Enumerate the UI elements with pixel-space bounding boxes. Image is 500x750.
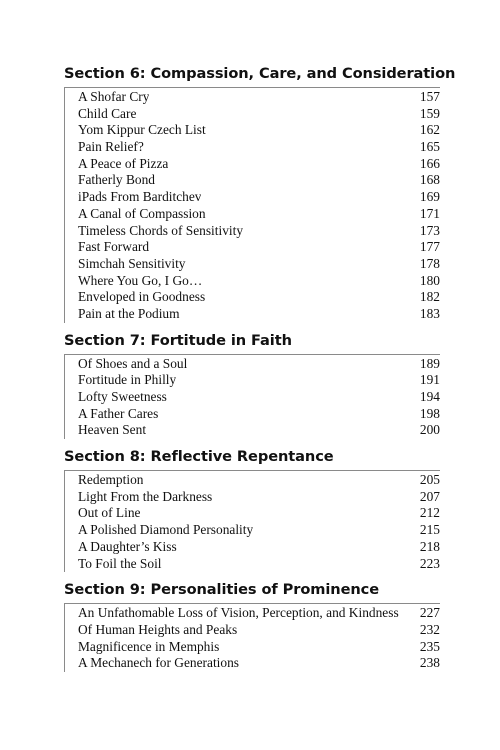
- entry-page-number: 166: [419, 155, 440, 171]
- table-of-contents: [64, 64, 456, 680]
- toc-entry[interactable]: [78, 289, 440, 306]
- toc-entry[interactable]: [78, 389, 440, 406]
- entry-page-number: 182: [419, 289, 440, 305]
- toc-section-7: [64, 331, 440, 439]
- entry-page-number: 198: [419, 405, 440, 421]
- toc-entry[interactable]: [78, 189, 440, 206]
- entry-title: To Foil the Soil: [78, 555, 162, 571]
- entry-title: Of Shoes and a Soul: [78, 355, 188, 371]
- entry-title: Child Care: [78, 105, 137, 121]
- entry-title: Pain at the Podium: [78, 305, 180, 321]
- section-heading: Section 6: Compassion, Care, and Consideration: [64, 65, 456, 82]
- toc-entry[interactable]: [78, 122, 440, 139]
- toc-entry[interactable]: [78, 206, 440, 223]
- entry-title: Redemption: [78, 472, 144, 488]
- entry-title: Fatherly Bond: [78, 172, 155, 188]
- entry-title: A Shofar Cry: [78, 89, 150, 104]
- entry-title: An Unfathomable Loss of Vision, Perception, and Kindness: [78, 605, 399, 621]
- toc-entry[interactable]: [78, 655, 440, 672]
- section-entries: [64, 603, 440, 672]
- entry-page-number: 178: [419, 255, 440, 271]
- section-heading: Section 8: Reflective Repentance: [64, 448, 334, 466]
- toc-entry[interactable]: [78, 89, 440, 106]
- entry-page-number: 191: [419, 372, 440, 388]
- entry-page-number: 168: [419, 172, 440, 188]
- entry-title: Yom Kippur Czech List: [78, 122, 206, 138]
- entry-title: A Peace of Pizza: [78, 155, 169, 171]
- entry-page-number: 218: [419, 538, 440, 554]
- entry-title: A Father Cares: [78, 405, 159, 421]
- entry-page-number: 159: [419, 105, 440, 121]
- entry-page-number: 173: [419, 222, 440, 238]
- entry-page-number: 189: [419, 355, 440, 371]
- entry-title: Enveloped in Goodness: [78, 289, 206, 305]
- entry-page-number: 171: [419, 205, 440, 221]
- entry-title: Heaven Sent: [78, 422, 147, 438]
- toc-section-6: [64, 64, 456, 323]
- toc-entry[interactable]: [78, 356, 440, 373]
- entry-page-number: 212: [419, 505, 440, 521]
- entry-title: Simchah Sensitivity: [78, 255, 186, 271]
- entry-page-number: 165: [419, 139, 440, 155]
- entry-title: Fortitude in Philly: [78, 372, 177, 388]
- toc-section-8: [64, 447, 440, 572]
- toc-entry[interactable]: [78, 605, 440, 622]
- toc-entry[interactable]: [78, 256, 440, 273]
- toc-entry[interactable]: [78, 223, 440, 240]
- section-entries: [64, 354, 440, 439]
- toc-entry[interactable]: [78, 273, 440, 290]
- toc-entry[interactable]: [78, 172, 440, 189]
- entry-title: Timeless Chords of Sensitivity: [78, 222, 244, 238]
- section-entries: [64, 87, 440, 323]
- entry-page-number: 205: [419, 472, 440, 488]
- entry-page-number: 162: [419, 122, 440, 138]
- entry-title: A Mechanech for Generations: [78, 655, 239, 671]
- toc-entry[interactable]: [78, 406, 440, 423]
- toc-entry[interactable]: [78, 522, 440, 539]
- entry-page-number: 194: [419, 389, 440, 404]
- toc-entry[interactable]: [78, 556, 440, 573]
- section-heading: Section 9: Personalities of Prominence: [64, 581, 380, 599]
- entry-title: Fast Forward: [78, 239, 150, 255]
- entry-page-number: 223: [419, 555, 440, 571]
- entry-page-number: 232: [419, 621, 440, 637]
- entry-page-number: 238: [419, 655, 440, 671]
- entry-title: Light From the Darkness: [78, 488, 213, 504]
- toc-entry[interactable]: [78, 472, 440, 489]
- entry-title: A Polished Diamond Personality: [78, 522, 254, 538]
- toc-entry[interactable]: [78, 639, 440, 656]
- entry-page-number: 235: [419, 638, 440, 654]
- entry-page-number: 227: [419, 605, 440, 621]
- entry-title: Of Human Heights and Peaks: [78, 621, 238, 637]
- entry-page-number: 200: [419, 422, 440, 438]
- toc-section-9: [64, 580, 440, 672]
- toc-entry[interactable]: [78, 372, 440, 389]
- toc-entry[interactable]: [78, 156, 440, 173]
- section-heading: Section 7: Fortitude in Faith: [64, 331, 292, 349]
- entry-page-number: 180: [419, 272, 440, 288]
- entry-title: Pain Relief?: [78, 139, 144, 155]
- toc-entry[interactable]: [78, 505, 440, 522]
- entry-page-number: 183: [419, 305, 440, 321]
- entry-title: Out of Line: [78, 505, 141, 521]
- entry-title: iPads From Barditchev: [78, 189, 202, 205]
- section-entries: [64, 470, 440, 572]
- entry-page-number: 215: [419, 522, 440, 538]
- entry-title: Lofty Sweetness: [78, 389, 167, 404]
- entry-title: Where You Go, I Go…: [78, 272, 203, 288]
- entry-title: Magnificence in Memphis: [78, 638, 220, 654]
- entry-title: A Daughter’s Kiss: [78, 538, 177, 554]
- toc-entry[interactable]: [78, 489, 440, 506]
- entry-title: A Canal of Compassion: [78, 205, 206, 221]
- toc-entry[interactable]: [78, 539, 440, 556]
- toc-entry[interactable]: [78, 422, 440, 439]
- toc-entry[interactable]: [78, 106, 440, 123]
- entry-page-number: 177: [419, 239, 440, 255]
- toc-entry[interactable]: [78, 622, 440, 639]
- toc-entry[interactable]: [78, 139, 440, 156]
- toc-entry[interactable]: [78, 239, 440, 256]
- entry-page-number: 169: [419, 189, 440, 205]
- entry-page-number: 207: [419, 488, 440, 504]
- entry-page-number: 157: [419, 89, 440, 104]
- toc-entry[interactable]: [78, 306, 440, 323]
